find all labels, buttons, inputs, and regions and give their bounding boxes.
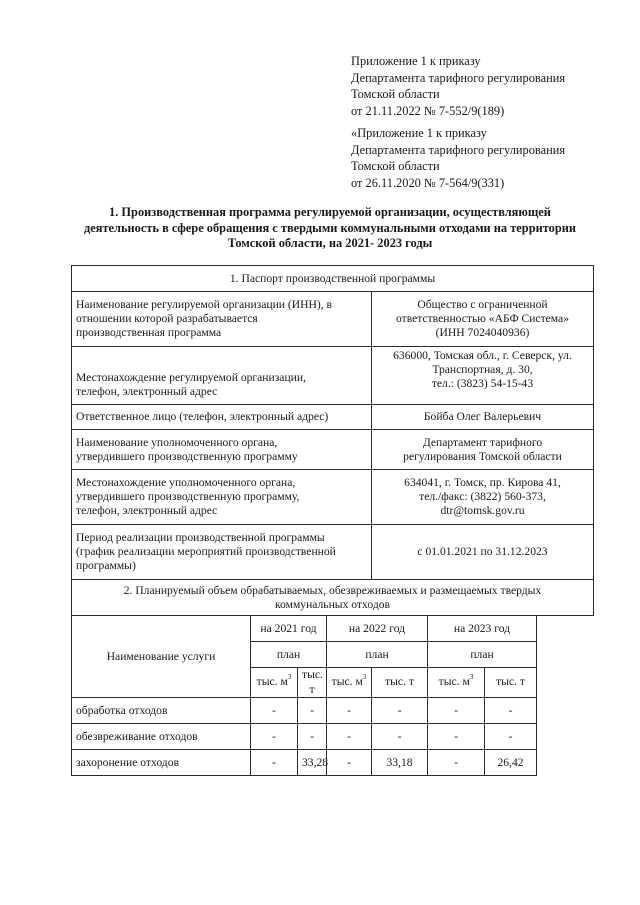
table-row (72, 750, 594, 776)
title-line: Томской области, на 2021- 2023 годы (227, 236, 433, 250)
value-cell: - (372, 698, 428, 724)
plan-header-2021: план (251, 642, 327, 668)
value-cell: - (327, 750, 372, 776)
appendix-current (351, 53, 565, 119)
appendix-line: от 21.11.2022 № 7-552/9(189) (351, 103, 505, 118)
plan-header-2022: план (327, 642, 428, 668)
passport-label-authority-location: Местонахождение уполномоченного органа, утвердившего производственную программу, телефон, электронный адрес (72, 470, 372, 525)
appendix-line: Департамента тарифного регулирования (351, 70, 566, 85)
production-program-table (71, 265, 594, 776)
service-name-header: Наименование услуги (72, 616, 251, 698)
value-cell: - (485, 724, 537, 750)
value-cell: - (251, 750, 298, 776)
value-cell: - (327, 724, 372, 750)
service-name: обработка отходов (72, 698, 251, 724)
passport-value-org-location: 636000, Томская обл., г. Северск, ул. Транспортная, д. 30, тел.: (3823) 54-15-43 (372, 347, 594, 405)
year-header-2023: на 2023 год (428, 616, 537, 642)
value-cell: - (372, 724, 428, 750)
value-cell: - (428, 750, 485, 776)
passport-value-responsible: Бойба Олег Валерьевич (372, 405, 594, 430)
appendix-previous (351, 125, 565, 191)
appendix-line: Томской области (351, 159, 440, 173)
value-cell: 26,42 (485, 750, 537, 776)
passport-value-period: с 01.01.2021 по 31.12.2023 (372, 525, 594, 580)
passport-value-authority: Департамент тарифного регулирования Томской области (372, 430, 594, 470)
unit-t-2022: тыс. т (372, 668, 428, 698)
appendix-line: Департамента тарифного регулирования (351, 142, 566, 157)
appendix-line: Томской области (351, 87, 440, 101)
volume-heading: 2. Планируемый объем обрабатываемых, обезвреживаемых и размещаемых твердых коммунальных отходов (72, 580, 594, 616)
table-row (72, 724, 594, 750)
year-header-2021: на 2021 год (251, 616, 327, 642)
unit-t-2021: тыс. т (298, 668, 327, 698)
appendix-line: от 26.11.2020 № 7-564/9(331) (351, 175, 505, 190)
document-title (60, 205, 600, 252)
value-cell: - (428, 698, 485, 724)
value-cell: - (428, 724, 485, 750)
passport-label-org-location: Местонахождение регулируемой организации, телефон, электронный адрес (72, 347, 372, 405)
value-cell: 33,28 (298, 750, 327, 776)
unit-m3-2021: тыс. $м^3$ (251, 668, 298, 698)
unit-m3-2022: тыс. $м^3$ (327, 668, 372, 698)
value-cell: - (298, 698, 327, 724)
plan-header-2023: план (428, 642, 537, 668)
unit-m3-2023: тыс. $м^3$ (428, 668, 485, 698)
title-line: 1. Производственная программа регулируемой организации, осуществляющей (109, 205, 551, 219)
service-name: захоронение отходов (72, 750, 251, 776)
appendix-line: «Приложение 1 к приказу (351, 126, 487, 140)
year-header-2022: на 2022 год (327, 616, 428, 642)
passport-label-authority: Наименование уполномоченного органа, утвердившего производственную программу (72, 430, 372, 470)
value-cell: - (327, 698, 372, 724)
passport-label-period: Период реализации производственной программы (график реализации мероприятий производственной программы) (72, 525, 372, 580)
value-cell: - (251, 698, 298, 724)
passport-value-org-name: Общество с ограниченной ответственностью «АБФ Система» (ИНН 7024040936) (372, 292, 594, 347)
passport-heading: 1. Паспорт производственной программы (72, 266, 594, 292)
value-cell: - (485, 698, 537, 724)
title-line: деятельность в сфере обращения с твердыми коммунальными отходами на территории (83, 220, 577, 235)
value-cell: - (251, 724, 298, 750)
passport-label-org-name: Наименование регулируемой организации (ИНН), в отношении которой разрабатывается производственная программа (72, 292, 372, 347)
passport-value-authority-location: 634041, г. Томск, пр. Кирова 41, тел./факс: (3822) 560-373, dtr@tomsk.gov.ru (372, 470, 594, 525)
table-row (72, 698, 594, 724)
service-name: обезвреживание отходов (72, 724, 251, 750)
value-cell: - (298, 724, 327, 750)
appendix-line: Приложение 1 к приказу (351, 54, 481, 68)
passport-label-responsible: Ответственное лицо (телефон, электронный адрес) (72, 405, 372, 430)
value-cell: 33,18 (372, 750, 428, 776)
unit-t-2023: тыс. т (485, 668, 537, 698)
